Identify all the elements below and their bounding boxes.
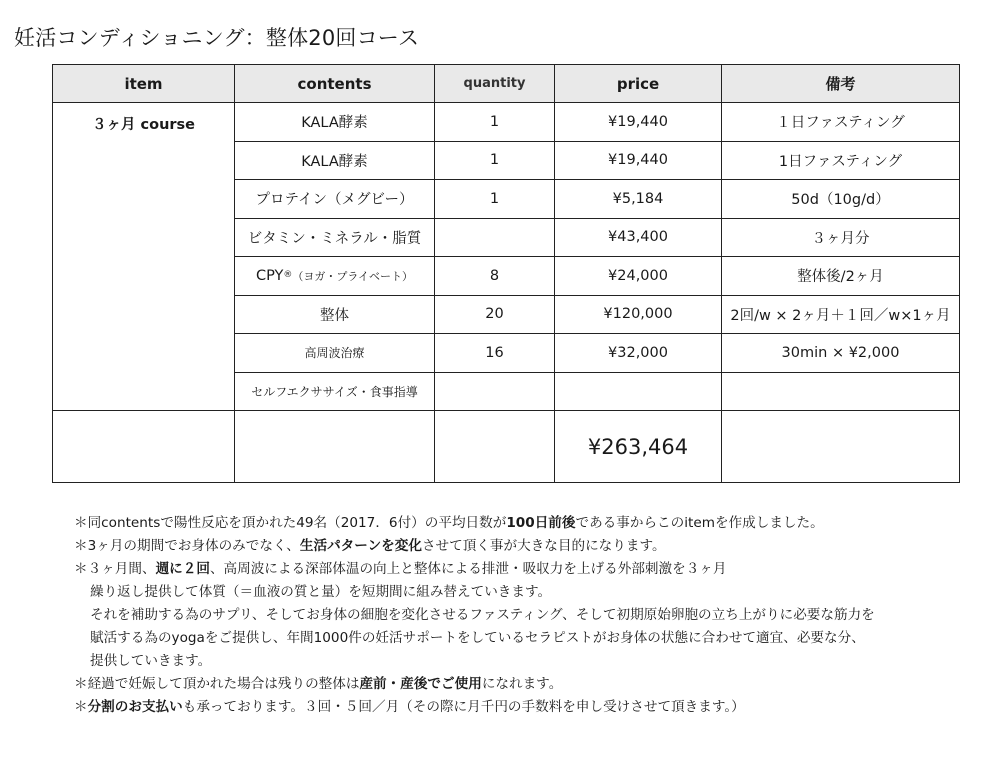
contents-cell: プロテイン（メグビー） (235, 180, 435, 219)
note-text: も承っております。３回・５回／月（その際に月千円の手数料を申し受けさせて頂きます。） (182, 699, 745, 715)
contents-text: CPY (255, 267, 284, 284)
page-title: 妊活コンディショニング：整体20回コース (14, 26, 420, 50)
note-emphasis: 分割のお支払い (87, 699, 183, 715)
note-text: になれます。 (481, 676, 563, 692)
contents-cell: ビタミン・ミネラル・脂質 (235, 218, 435, 257)
contents-cell (235, 257, 435, 296)
contents-cell: セルフエクササイズ・食事指導 (235, 372, 435, 411)
price-cell (555, 372, 722, 411)
note-text: ＊経過で妊娠して頂かれた場合は残りの整体は (74, 676, 360, 692)
note-emphasis: 週に２回 (155, 561, 210, 577)
note-text: 、高周波による深部体温の向上と整体による排泄・吸収力を上げる外部刺激を３ヶ月 (209, 561, 727, 577)
quantity-cell: 1 (435, 141, 555, 180)
note-schedule-line: 繰り返し提供して体質（＝血液の質と量）を短期間に組み替えていきます。 (90, 584, 552, 600)
note-schedule (74, 558, 974, 581)
price-cell: ¥43,400 (555, 218, 722, 257)
total-row (53, 411, 960, 483)
price-cell: ¥24,000 (555, 257, 722, 296)
remarks-cell: １日ファスティング (722, 103, 960, 142)
remarks-cell: 50d（10g/d） (722, 180, 960, 219)
price-cell: ¥120,000 (555, 295, 722, 334)
course-name: ３ヶ月 course (53, 103, 235, 411)
remarks-cell: 整体後/2ヶ月 (722, 257, 960, 296)
contents-cell: 高周波治療 (235, 334, 435, 373)
total-empty-cell (722, 411, 960, 483)
quantity-cell (435, 372, 555, 411)
note-text: ＊３ヶ月間、 (74, 561, 156, 577)
note-emphasis: 産前・産後でご使用 (359, 676, 482, 692)
total-empty-cell (53, 411, 235, 483)
note-average-days (74, 512, 974, 535)
remarks-cell (722, 372, 960, 411)
registered-mark: ® (283, 269, 293, 280)
quantity-cell (435, 218, 555, 257)
total-price: ¥263,464 (555, 411, 722, 483)
contents-subtext: （ヨガ・プライベート） (292, 269, 414, 283)
note-pregnancy (74, 673, 974, 696)
header-remarks: 備考 (722, 65, 960, 103)
notes-section (74, 512, 974, 719)
note-schedule-line: 賦活する為のyogaをご提供し、年間1000件の妊活サポートをしているセラピストがお身体の状態に合わせて適宜、必要な分、 (90, 630, 865, 646)
note-text: ＊3ヶ月の期間でお身体のみでなく、 (74, 538, 300, 554)
header-item: item (53, 65, 235, 103)
remarks-cell: ３ヶ月分 (722, 218, 960, 257)
total-empty-cell (235, 411, 435, 483)
quantity-cell: 8 (435, 257, 555, 296)
header-row (53, 65, 960, 103)
note-text: させて頂く事が大きな目的になります。 (421, 538, 666, 554)
contents-cell: KALA酵素 (235, 141, 435, 180)
note-schedule-line: それを補助する為のサプリ、そしてお身体の細胞を変化させるファスティング、そして初期原始卵胞の立ち上がりに必要な筋力を (90, 607, 875, 623)
total-empty-cell (435, 411, 555, 483)
quantity-cell: 1 (435, 180, 555, 219)
quantity-cell: 1 (435, 103, 555, 142)
note-text: ＊ (74, 699, 88, 715)
note-installments (74, 696, 974, 719)
price-cell: ¥19,440 (555, 141, 722, 180)
note-text: ＊同contentsで陽性反応を頂かれた49名（2017．6付）の平均日数が (74, 515, 507, 531)
note-schedule-line: 提供していきます。 (90, 653, 212, 669)
remarks-cell: 1日ファスティング (722, 141, 960, 180)
price-cell: ¥32,000 (555, 334, 722, 373)
price-cell: ¥19,440 (555, 103, 722, 142)
quantity-cell: 16 (435, 334, 555, 373)
contents-cell: KALA酵素 (235, 103, 435, 142)
price-cell: ¥5,184 (555, 180, 722, 219)
header-quantity: quantity (435, 65, 555, 103)
table-row (53, 103, 960, 142)
note-emphasis: 100日前後 (506, 515, 576, 531)
course-table (52, 64, 960, 483)
header-price: price (555, 65, 722, 103)
note-emphasis: 生活パターンを変化 (299, 538, 422, 554)
remarks-cell: 2回/w × 2ヶ月＋１回／w×1ヶ月 (722, 295, 960, 334)
remarks-cell: 30min × ¥2,000 (722, 334, 960, 373)
note-text: である事からこのitemを作成しました。 (575, 515, 824, 531)
note-purpose (74, 535, 974, 558)
quantity-cell: 20 (435, 295, 555, 334)
header-contents: contents (235, 65, 435, 103)
contents-cell: 整体 (235, 295, 435, 334)
